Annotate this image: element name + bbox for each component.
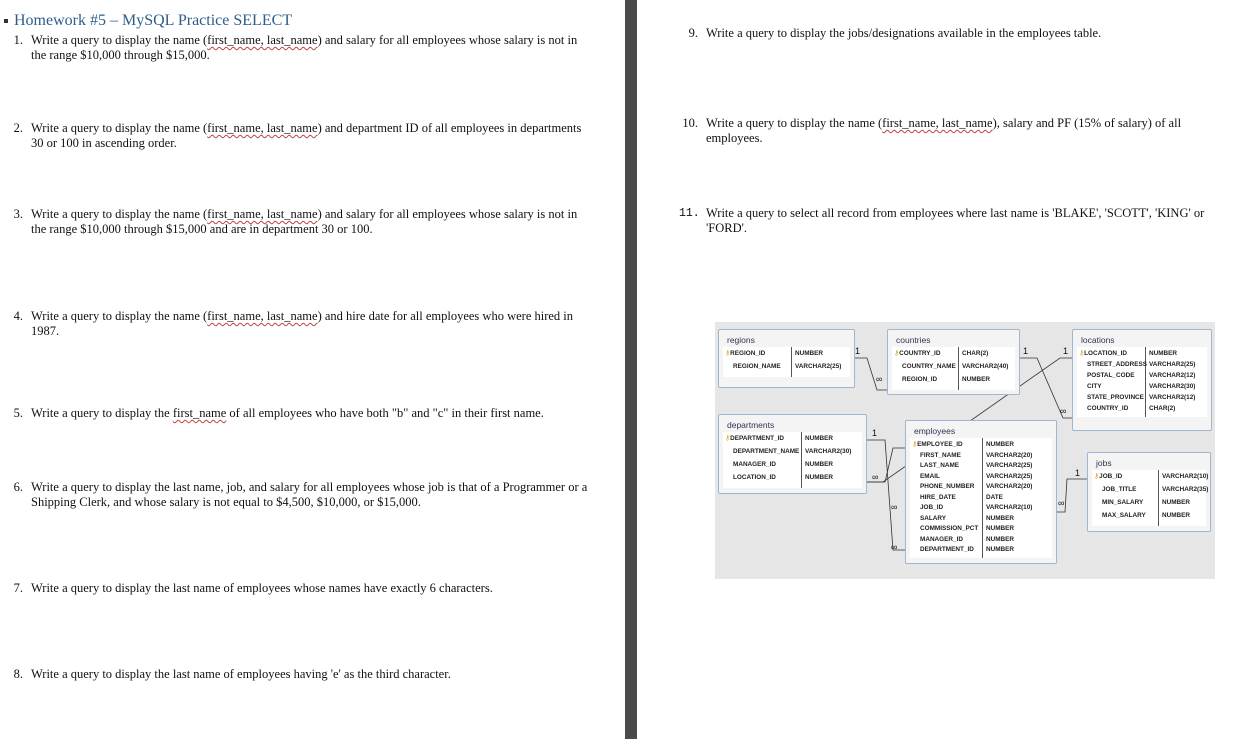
erd-diagram xyxy=(715,322,1215,579)
locations-column-divider xyxy=(1145,347,1146,417)
question-3: 3. Write a query to display the name (first_name, last_name) and salary for all employees whose salary is not in the range $10,000 through $15,000 and are in department 30 or 100. xyxy=(13,207,578,236)
jobs-columns xyxy=(1092,470,1209,526)
column-type: NUMBER xyxy=(805,474,834,481)
column-type: NUMBER xyxy=(795,350,824,357)
card-one-3: 1 xyxy=(1063,346,1069,356)
employees-column-divider xyxy=(982,438,983,558)
question-6: 6. Write a query to display the last name, job, and salary for all employees whose job is that of a Programmer or a Shipping Clerk, and whose salary is not equal to $4,500, $10,000, or $15,000. xyxy=(13,480,588,509)
jobs-table-title: jobs xyxy=(1096,458,1112,468)
column-type: VARCHAR2(25) xyxy=(795,363,842,370)
countries-table-title: countries xyxy=(896,335,931,345)
column-name: JOB_ID xyxy=(920,504,944,511)
column-name: COUNTRY_ID xyxy=(1087,405,1129,412)
column-name: ⚷COUNTRY_ID xyxy=(894,350,941,357)
column-name: SALARY xyxy=(920,514,947,522)
column-type: NUMBER xyxy=(986,441,1015,448)
page-divider xyxy=(625,0,637,739)
column-name: ⚷DEPARTMENT_ID xyxy=(725,435,784,442)
question-1: 1. Write a query to display the name (first_name, last_name) and salary for all employees whose salary is not in the range $10,000 through $15,000. xyxy=(13,33,578,62)
table-regions xyxy=(718,329,855,388)
question-7: 7. Write a query to display the last name of employees whose names have exactly 6 characters. xyxy=(13,581,493,595)
regions-columns xyxy=(723,347,850,377)
column-name: LAST_NAME xyxy=(920,462,960,469)
column-name: COMMISSION_PCT xyxy=(920,525,979,532)
column-type: VARCHAR2(10) xyxy=(1162,473,1209,480)
locations-table-title: locations xyxy=(1081,335,1115,345)
column-name: COUNTRY_NAME xyxy=(902,363,956,370)
countries-column-divider xyxy=(958,347,959,390)
column-type: NUMBER xyxy=(1149,350,1178,357)
card-many-4: ∞ xyxy=(891,502,898,512)
primary-key-icon: ⚷ xyxy=(1094,473,1100,480)
card-one-5: 1 xyxy=(1075,468,1081,478)
column-name: PHONE_NUMBER xyxy=(920,483,975,490)
card-many-3: ∞ xyxy=(872,472,879,482)
card-many-5: ∞ xyxy=(891,542,898,552)
title-row xyxy=(4,12,292,30)
column-type: NUMBER xyxy=(986,525,1015,532)
rel-employees-departments-mgr xyxy=(865,448,905,482)
column-type: VARCHAR2(10) xyxy=(986,504,1033,511)
column-type: VARCHAR2(25) xyxy=(986,462,1033,469)
column-type: CHAR(2) xyxy=(1149,405,1176,412)
rel-departments-employees xyxy=(865,440,905,550)
card-one-2: 1 xyxy=(1023,346,1029,356)
column-type: NUMBER xyxy=(805,461,834,468)
question-2: 2. Write a query to display the name (first_name, last_name) and department ID of all employees in departments 30 or 100 in ascending order. xyxy=(13,121,582,150)
column-name: MANAGER_ID xyxy=(920,535,963,543)
column-type: NUMBER xyxy=(962,376,991,383)
column-name: REGION_ID xyxy=(902,376,938,383)
question-5: 5. Write a query to display the first_name of all employees who have both "b" and "c" in their first name. xyxy=(13,406,544,420)
regions-column-divider xyxy=(791,347,792,377)
employees-columns xyxy=(910,438,1052,558)
column-name: MAX_SALARY xyxy=(1102,512,1146,519)
column-name: HIRE_DATE xyxy=(920,493,956,501)
column-name: LOCATION_ID xyxy=(733,474,776,481)
departments-table-title: departments xyxy=(727,420,775,430)
column-name: MIN_SALARY xyxy=(1102,499,1144,506)
page-title: Homework #5 – MySQL Practice SELECT xyxy=(14,12,293,29)
table-jobs xyxy=(1087,452,1211,532)
primary-key-icon: ⚷ xyxy=(912,441,918,448)
column-name: ⚷JOB_ID xyxy=(1094,473,1123,480)
jobs-column-divider xyxy=(1158,470,1159,526)
column-name: POSTAL_CODE xyxy=(1087,372,1135,379)
column-name: ⚷EMPLOYEE_ID xyxy=(912,441,963,448)
question-8: 8. Write a query to display the last name of employees having 'e' as the third character. xyxy=(13,667,451,681)
column-type: VARCHAR2(30) xyxy=(805,448,852,455)
regions-table-title: regions xyxy=(727,335,755,345)
column-type: DATE xyxy=(986,493,1003,501)
column-name: ⚷LOCATION_ID xyxy=(1079,350,1127,357)
column-name: FIRST_NAME xyxy=(920,451,961,459)
card-many-1: ∞ xyxy=(876,374,883,384)
question-10: 10. Write a query to display the name (first_name, last_name), salary and PF (15% of salary) of all employees. xyxy=(682,116,1182,145)
column-name: CITY xyxy=(1087,383,1102,390)
card-many-6: ∞ xyxy=(1058,498,1065,508)
column-type: NUMBER xyxy=(986,535,1015,543)
column-name: MANAGER_ID xyxy=(733,461,776,468)
column-name: EMAIL xyxy=(920,472,940,480)
column-type: NUMBER xyxy=(986,514,1015,522)
column-name: DEPARTMENT_NAME xyxy=(733,448,800,455)
employees-table-title: employees xyxy=(914,426,956,436)
paragraph-marker-icon xyxy=(4,19,8,23)
column-name: STREET_ADDRESS xyxy=(1087,361,1148,368)
table-departments xyxy=(718,414,867,494)
column-type: VARCHAR2(12) xyxy=(1149,394,1196,401)
locations-columns xyxy=(1077,347,1207,417)
column-name: DEPARTMENT_ID xyxy=(920,546,974,553)
question-11: 11. Write a query to select all record from employees where last name is 'BLAKE', 'SCOTT', 'KING' or 'FORD'. xyxy=(679,206,1205,235)
card-one-4: 1 xyxy=(872,428,878,438)
column-type: VARCHAR2(20) xyxy=(986,483,1033,490)
departments-column-divider xyxy=(801,432,802,488)
column-type: CHAR(2) xyxy=(962,350,989,357)
primary-key-icon: ⚷ xyxy=(725,350,731,357)
primary-key-icon: ⚷ xyxy=(1079,350,1085,357)
departments-columns xyxy=(723,432,862,488)
column-type: VARCHAR2(35) xyxy=(1162,486,1209,493)
question-9: 9. Write a query to display the jobs/designations available in the employees table. xyxy=(688,26,1102,40)
primary-key-icon: ⚷ xyxy=(725,435,731,442)
column-type: NUMBER xyxy=(1162,512,1191,519)
table-locations xyxy=(1072,329,1212,431)
column-type: VARCHAR2(40) xyxy=(962,363,1009,370)
card-one-1: 1 xyxy=(855,346,861,356)
column-type: VARCHAR2(12) xyxy=(1149,372,1196,379)
column-type: NUMBER xyxy=(805,435,834,442)
column-type: VARCHAR2(25) xyxy=(986,472,1033,480)
column-type: VARCHAR2(20) xyxy=(986,451,1033,459)
countries-columns xyxy=(892,347,1015,390)
table-countries xyxy=(887,329,1020,395)
column-type: VARCHAR2(25) xyxy=(1149,361,1196,368)
column-type: VARCHAR2(30) xyxy=(1149,383,1196,390)
column-name: JOB_TITLE xyxy=(1102,486,1137,493)
column-type: NUMBER xyxy=(1162,499,1191,506)
table-employees xyxy=(905,420,1057,564)
column-name: REGION_NAME xyxy=(733,363,781,370)
column-name: STATE_PROVINCE xyxy=(1087,394,1144,401)
primary-key-icon: ⚷ xyxy=(894,350,900,357)
question-4: 4. Write a query to display the name (first_name, last_name) and hire date for all employees who were hired in 1987. xyxy=(13,309,574,338)
column-name: ⚷REGION_ID xyxy=(725,350,766,357)
card-many-2: ∞ xyxy=(1060,406,1067,416)
column-type: NUMBER xyxy=(986,546,1015,553)
